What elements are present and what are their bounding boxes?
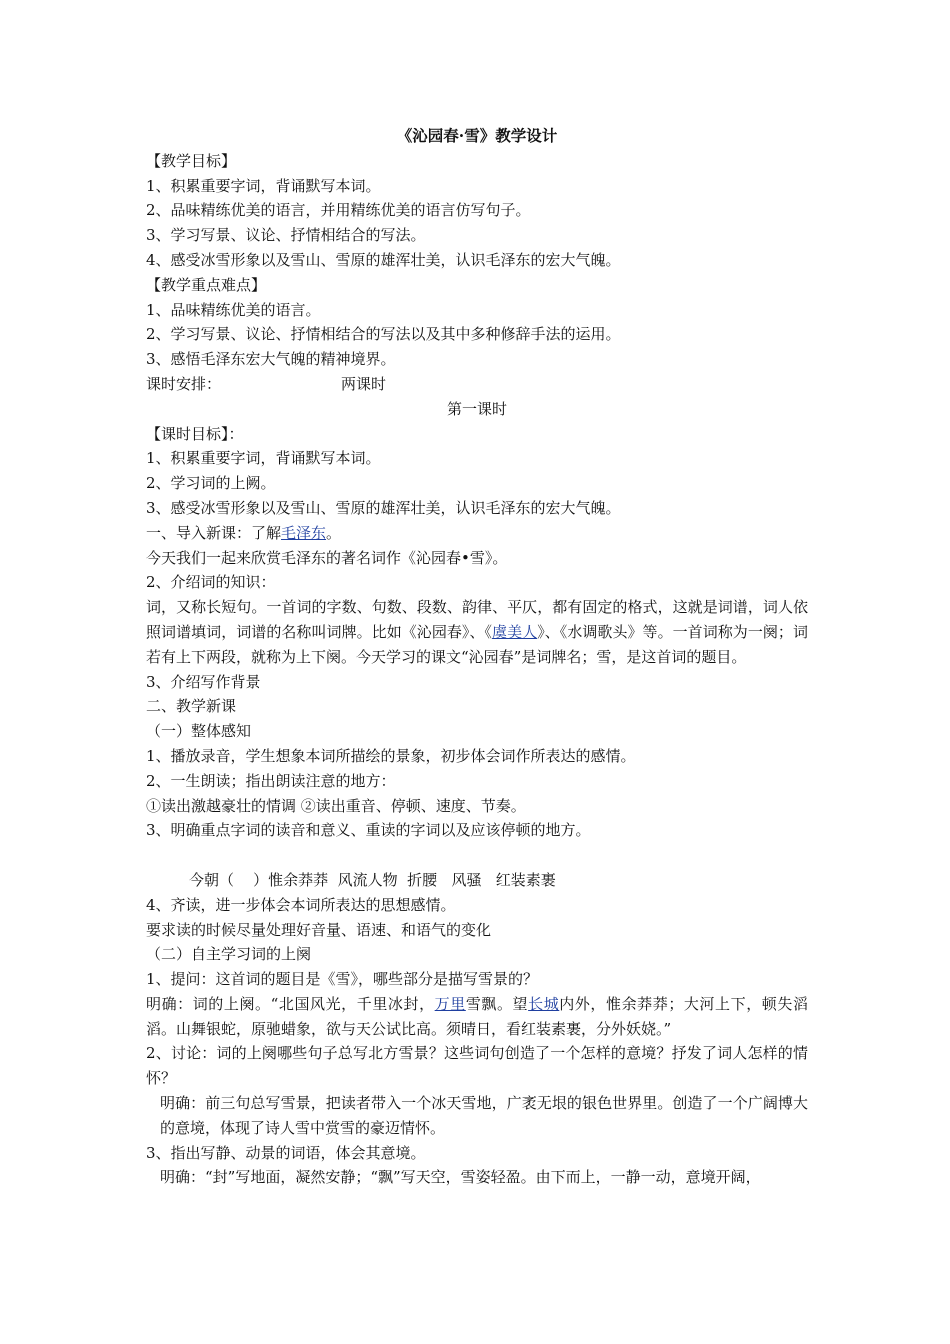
intro-suffix: 。 <box>326 523 342 542</box>
objective-item: 2、品味精练优美的语言，并用精练优美的语言仿写句子。 <box>146 201 531 220</box>
answer-2: 明确：前三句总写雪景，把读者带入一个冰天雪地，广袤无垠的银色世界里。创造了一个广阔博大的意境，体现了诗人雪中赏雪的豪迈情怀。 <box>160 1094 808 1137</box>
link-wan-li[interactable]: 万里 <box>434 994 466 1013</box>
new-lesson-heading: 二、教学新课 <box>146 697 237 716</box>
schedule-label: 课时安排： <box>146 374 222 393</box>
doc-title: 《沁园春·雪》教学设计 <box>396 126 558 145</box>
key-point-item: 3、感悟毛泽东宏大气魄的精神境界。 <box>146 350 396 369</box>
key-point-item: 1、品味精练优美的语言。 <box>146 300 321 319</box>
lesson-objective-item: 1、积累重要字词，背诵默写本词。 <box>146 449 381 468</box>
step-item: ①读出激越豪壮的情调 ②读出重音、停顿、速度、节奏。 <box>146 796 526 815</box>
lesson-objectives-heading: 【课时目标】： <box>146 424 244 443</box>
step-item: 4、齐读，进一步体会本词所表达的思想感情。 <box>146 895 456 914</box>
answer-1-text-2: 雪飘。望 <box>465 994 529 1013</box>
ci-text-2: 》、《水调歌头》等。一首词称为一阕；词若有上下两段，就称为上下阕。今天学习的课文“沁园春”是词牌名；雪，是这首词的题目。 <box>146 622 808 666</box>
intro-text: 今天我们一起来欣赏毛泽东的著名词作《沁园春•雪》。 <box>146 548 508 567</box>
link-yu-mei-ren[interactable]: 虞美人 <box>492 622 538 641</box>
lesson-objective-item: 3、感受冰雪形象以及雪山、雪原的雄浑壮美，认识毛泽东的宏大气魄。 <box>146 498 621 517</box>
background-line: 3、介绍写作背景 <box>146 672 261 691</box>
objective-item: 3、学习写景、议论、抒情相结合的写法。 <box>146 226 426 245</box>
ci-heading: 2、介绍词的知识： <box>146 573 276 592</box>
intro-line <box>146 521 808 546</box>
question-3: 3、指出写静、动景的词语，体会其意境。 <box>146 1143 426 1162</box>
key-point-item: 2、学习写景、议论、抒情相结合的写法以及其中多种修辞手法的运用。 <box>146 325 621 344</box>
answer-1-text-3: 内外，惟余莽莽；大河上下，顿失滔滔。山舞银蛇，原驰蜡象，欲与天公试比高。须晴日，看红装素裹，分外妖娆。” <box>146 994 808 1038</box>
answer-1-text-1: 明确：词的上阕。“北国风光，千里冰封， <box>146 994 435 1013</box>
step-item: 1、播放录音，学生想象本词所描绘的景象，初步体会词作所表达的感情。 <box>146 746 636 765</box>
schedule-line <box>146 372 808 397</box>
step-requirement: 要求读的时候尽量处理好音量、语速、和语气的变化 <box>146 920 492 939</box>
link-mao-zedong[interactable]: 毛泽东 <box>281 523 327 542</box>
schedule-value: 两课时 <box>341 374 387 393</box>
section-self-study: （二）自主学习词的上阕 <box>146 945 312 964</box>
example-line-2: 今朝（ ）惟余莽莽 风流人物 折腰 风骚 红装素裹 <box>189 870 556 889</box>
step-item: 2、一生朗读；指出朗读注意的地方： <box>146 771 396 790</box>
objective-item: 1、积累重要字词，背诵默写本词。 <box>146 176 381 195</box>
intro-prefix: 一、导入新课：了解 <box>146 523 282 542</box>
objectives-heading: 【教学目标】 <box>146 151 237 170</box>
question-2: 2、讨论：词的上阕哪些句子总写北方雪景？这些词句创造了一个怎样的意境？抒发了词人怎样的情怀？ <box>146 1044 808 1088</box>
link-chang-cheng[interactable]: 长城 <box>528 994 560 1013</box>
lesson-objective-item: 2、学习词的上阙。 <box>146 474 276 493</box>
key-points-heading: 【教学重点难点】 <box>146 275 267 294</box>
section-overall: （一）整体感知 <box>146 722 252 741</box>
lesson-title: 第一课时 <box>446 399 507 418</box>
example-line <box>146 843 808 868</box>
answer-3: 明确：“封”写地面，凝然安静；“飘”写天空，雪姿轻盈。由下而上，一静一动，意境开阔， <box>160 1168 761 1187</box>
ci-paragraph <box>146 595 808 669</box>
document-page <box>146 124 808 1190</box>
step-item: 3、明确重点字词的读音和意义、重读的字词以及应该停顿的地方。 <box>146 821 591 840</box>
objective-item: 4、感受冰雪形象以及雪山、雪原的雄浑壮美，认识毛泽东的宏大气魄。 <box>146 250 621 269</box>
answer-1 <box>146 992 808 1042</box>
question-1: 1、提问：这首词的题目是《雪》，哪些部分是描写雪景的？ <box>146 970 539 989</box>
ci-text-1: 词，又称长短句。一首词的字数、句数、段数、韵律、平仄，都有固定的格式，这就是词谱，词人依照词谱填词，词谱的名称叫词牌。比如《沁园春》、《 <box>146 598 808 641</box>
